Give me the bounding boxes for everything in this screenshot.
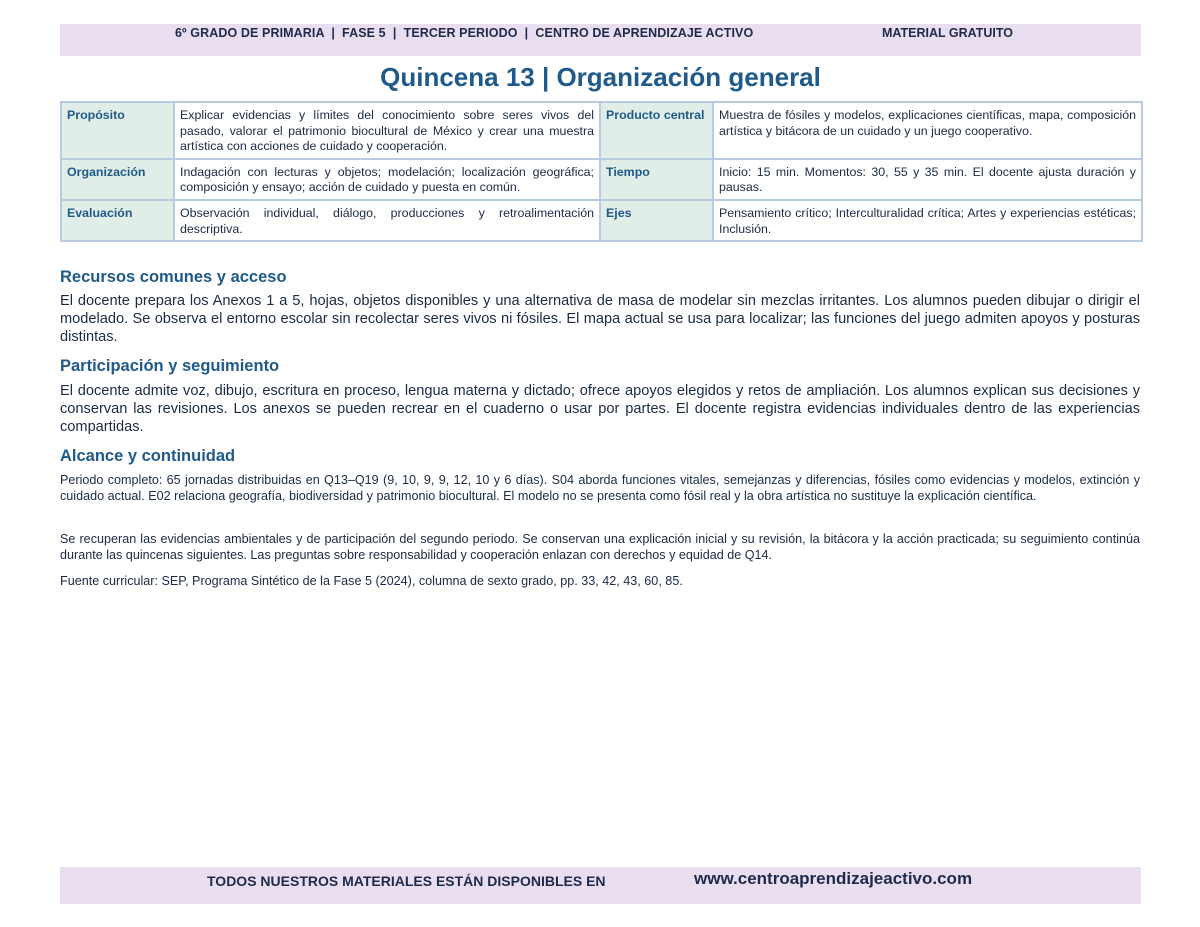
table-label-evaluacion: Evaluación	[61, 200, 174, 241]
header-band	[60, 24, 1141, 56]
table-value-producto: Muestra de fósiles y modelos, explicaciones científicas, mapa, composición artística y bitácora de un cuidado y un juego cooperativo.	[713, 102, 1142, 159]
section-body-recursos: El docente prepara los Anexos 1 a 5, hojas, objetos disponibles y una alternativa de masa de modelar sin mezclas irritantes. Los alumnos pueden dibujar o dirigir el modelado. Se observa el entorno escolar sin recolectar seres vivos ni fósiles. El mapa actual se usa para localizar; las funciones del juego admiten apoyos y posturas distintas.	[60, 293, 1140, 345]
curricular-source: Fuente curricular: SEP, Programa Sintético de la Fase 5 (2024), columna de sexto grado, pp. 33, 42, 43, 60, 85.	[60, 574, 683, 588]
footer-website-link[interactable]: www.centroaprendizajeactivo.com	[694, 869, 973, 888]
table-row	[61, 159, 1142, 200]
section-heading-alcance: Alcance y continuidad	[60, 447, 236, 465]
footer-band	[60, 867, 1141, 904]
table-value-evaluacion: Observación individual, diálogo, producciones y retroalimentación descriptiva.	[174, 200, 600, 241]
table-label-organizacion: Organización	[61, 159, 174, 200]
table-label-tiempo: Tiempo	[600, 159, 713, 200]
table-label-ejes: Ejes	[600, 200, 713, 241]
table-value-proposito: Explicar evidencias y límites del conocimiento sobre seres vivos del pasado, valorar el patrimonio biocultural de México y crear una muestra artística con acciones de cuidado y cooperación.	[174, 102, 600, 159]
section-body-participacion: El docente admite voz, dibujo, escritura en proceso, lengua materna y dictado; ofrece apoyos elegidos y retos de ampliación. Los alumnos explican sus decisiones y conservan las revisiones. Los anexos se pueden recrear en el cuaderno o usar por partes. El docente registra evidencias individuales dentro de las experiencias compartidas.	[60, 383, 1140, 435]
header-free-material: MATERIAL GRATUITO	[882, 26, 1014, 40]
section-body-alcance-periodo: Periodo completo: 65 jornadas distribuidas en Q13–Q19 (9, 10, 9, 9, 12, 10 y 6 días). S04 aborda funciones vitales, semejanzas y diferencias, fósiles como evidencias y modelos, extinción y cuidado actual. E02 relaciona geografía, biodiversidad y patrimonio biocultural. El modelo no se presenta como fósil real y la obra artística no sustituye la explicación científica.	[60, 473, 1140, 504]
table-value-organizacion: Indagación con lecturas y objetos; modelación; localización geográfica; composición y ensayo; acción de cuidado y puesta en común.	[174, 159, 600, 200]
footer-availability-text: TODOS NUESTROS MATERIALES ESTÁN DISPONIBLES EN	[207, 873, 606, 889]
table-value-ejes: Pensamiento crítico; Interculturalidad crítica; Artes y experiencias estéticas; Inclusión.	[713, 200, 1142, 241]
table-row	[61, 102, 1142, 159]
section-body-alcance-continuidad: Se recuperan las evidencias ambientales y de participación del segundo periodo. Se conservan una explicación inicial y su revisión, la bitácora y la acción practicada; su seguimiento continúa durante las quincenas siguientes. Las preguntas sobre responsabilidad y cooperación enlazan con derechos y equidad de Q14.	[60, 532, 1140, 563]
section-heading-participacion: Participación y seguimiento	[60, 357, 280, 375]
section-heading-recursos: Recursos comunes y acceso	[60, 268, 287, 286]
organization-table	[60, 101, 1143, 242]
table-value-tiempo: Inicio: 15 min. Momentos: 30, 55 y 35 min. El docente ajusta duración y pausas.	[713, 159, 1142, 200]
header-course-info: 6º GRADO DE PRIMARIA | FASE 5 | TERCER PERIODO | CENTRO DE APRENDIZAJE ACTIVO	[175, 26, 754, 40]
table-label-producto: Producto central	[600, 102, 713, 159]
table-label-proposito: Propósito	[61, 102, 174, 159]
table-row	[61, 200, 1142, 241]
page-title: Quincena 13 | Organización general	[380, 62, 821, 92]
